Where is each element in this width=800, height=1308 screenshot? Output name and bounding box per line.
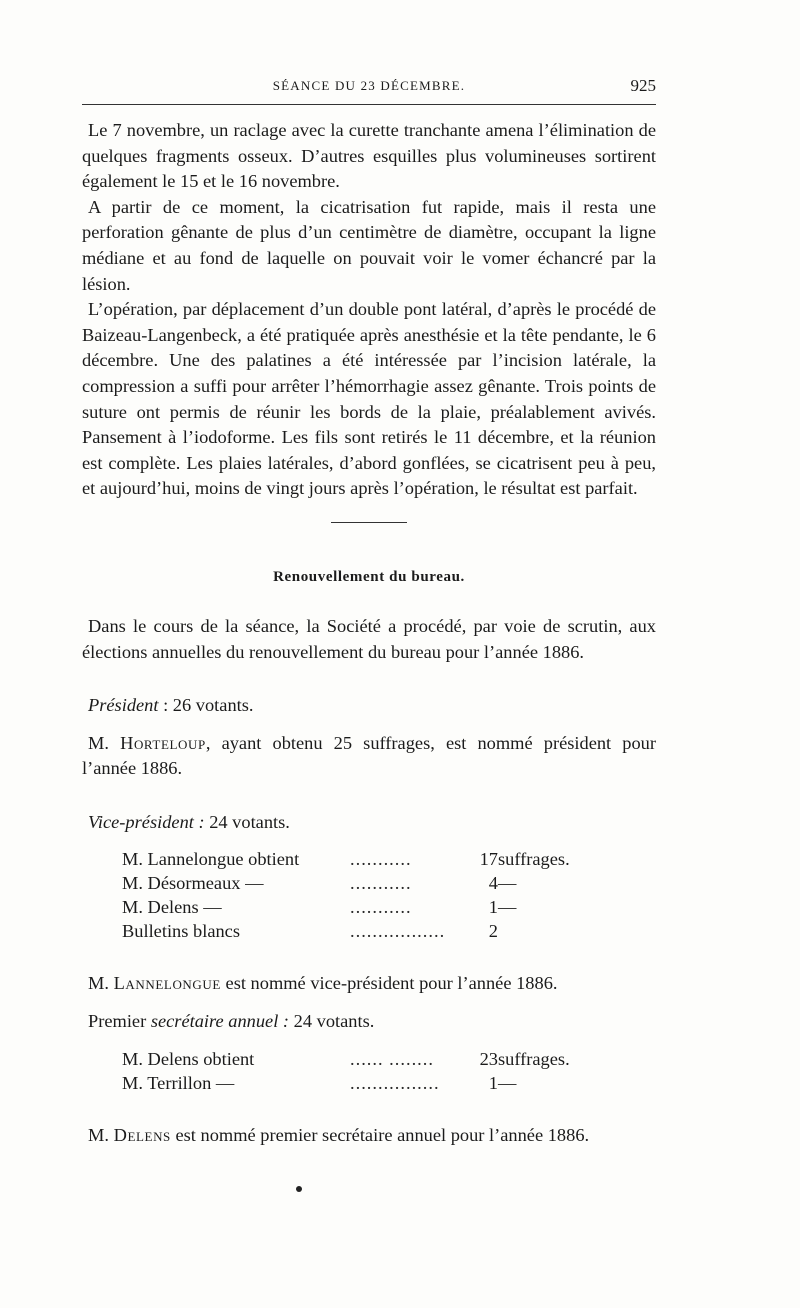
- secretary-result: [82, 1123, 656, 1149]
- vote-candidate: M. Delens —: [122, 897, 222, 918]
- president-result: [82, 731, 656, 782]
- president-votants: : 26 votants.: [158, 695, 254, 716]
- vote-unit: —: [498, 873, 517, 894]
- vote-leader-dots: ................: [350, 1072, 440, 1093]
- page-header: [82, 76, 656, 105]
- vote-row: [122, 1047, 570, 1071]
- vote-count: 17: [479, 849, 498, 870]
- vice-president-votants: 24 votants.: [204, 811, 290, 832]
- vote-candidate: M. Terrillon —: [122, 1072, 235, 1093]
- vote-count: 1: [488, 897, 498, 918]
- paragraph-3: L’opération, par déplacement d’un double pont latéral, d’après le procédé de Baizeau-Langenbeck, a été pratiquée après anesthésie et la tête pendante, le 6 décembre. Une des palatines a été intéressée par l’incision latérale, la compression a suffi pour arrêter l’hémorrhagie assez gênante. Trois points de suture ont permis de réunir les bords de la plaie, préalablement avivés. Pansement à l’iodoforme. Les fils sont retirés le 11 décembre, et la réunion est complète. Les plaies latérales, d’abord gonflées, se cicatrisent peu à peu, et aujourd’hui, moins de vingt jours après l’opération, le résultat est parfait.: [82, 299, 656, 499]
- vote-count: 4: [488, 873, 498, 894]
- vice-president-result: [82, 971, 656, 997]
- page-body: [82, 118, 656, 1148]
- secretary-votants: 24 votants.: [289, 1011, 375, 1032]
- vote-row: [122, 847, 570, 871]
- vote-leader-dots: ...........: [350, 849, 412, 870]
- vote-candidate: M. Lannelongue obtient: [122, 849, 300, 870]
- vote-row: [122, 1071, 570, 1095]
- vote-unit: [498, 919, 570, 943]
- secretary-heading: [82, 1009, 656, 1035]
- vice-president-result-prefix: M.: [88, 973, 114, 994]
- vice-president-result-rest: est nommé vice-président pour l’année 1886.: [220, 973, 558, 994]
- president-result-prefix: M.: [88, 732, 121, 753]
- president-result-rest: , ayant obtenu 25 suffrages, est nommé président pour l’année 1886.: [82, 732, 656, 779]
- section-title: Renouvellement du bureau.: [273, 568, 465, 585]
- vote-unit: —: [498, 897, 517, 918]
- vote-candidate: M. Désormeaux —: [122, 873, 264, 894]
- vote-unit: suffrages.: [498, 1048, 570, 1069]
- vice-president-label: Vice-président :: [88, 811, 205, 832]
- secretary-label: secrétaire annuel :: [150, 1011, 290, 1032]
- secretary-result-prefix: M.: [88, 1124, 114, 1145]
- vote-count: 2: [488, 921, 498, 942]
- vice-president-heading: [82, 810, 656, 836]
- vice-president-votes-table: [122, 847, 570, 943]
- vote-count: 1: [488, 1072, 498, 1093]
- section-intro: Dans le cours de la séance, la Société a procédé, par voie de scrutin, aux élections annuelles du renouvellement du bureau pour l’année 1886.: [82, 615, 656, 662]
- ink-dot: [296, 1186, 302, 1192]
- vote-leader-dots: ...........: [350, 897, 412, 918]
- vote-candidate: Bulletins blancs: [122, 921, 240, 942]
- page-number: 925: [630, 76, 656, 95]
- vote-candidate: M. Delens obtient: [122, 1048, 255, 1069]
- paragraph-2: A partir de ce moment, la cicatrisation fut rapide, mais il resta une perforation gênante de plus d’un centimètre de diamètre, occupant la ligne médiane et au fond de laquelle on pouvait voir le vomer échancré par la lésion.: [82, 196, 656, 294]
- president-result-name: Horteloup: [120, 732, 206, 753]
- running-title: SÉANCE DU 23 DÉCEMBRE.: [272, 78, 466, 93]
- vote-row: [122, 919, 570, 943]
- vote-leader-dots: .................: [350, 921, 446, 942]
- president-label: Président: [88, 695, 159, 716]
- vote-leader-dots: ...... ........: [350, 1048, 434, 1069]
- secretary-result-rest: est nommé premier secrétaire annuel pour l’année 1886.: [170, 1124, 590, 1145]
- secretary-result-name: Delens: [113, 1124, 171, 1145]
- vote-row: [122, 871, 570, 895]
- secretary-votes-table: [122, 1047, 570, 1095]
- vote-unit: —: [498, 1072, 517, 1093]
- president-heading: [82, 693, 656, 719]
- vote-unit: suffrages.: [498, 849, 570, 870]
- section-divider: [331, 522, 407, 523]
- vote-count: 23: [479, 1048, 498, 1069]
- secretary-prefix: Premier: [88, 1011, 151, 1032]
- vote-leader-dots: ...........: [350, 873, 412, 894]
- paragraph-1: Le 7 novembre, un raclage avec la curette tranchante amena l’élimination de quelques fragments osseux. D’autres esquilles plus volumineuses sortirent également le 15 et le 16 novembre.: [82, 120, 656, 192]
- vice-president-result-name: Lannelongue: [113, 973, 221, 994]
- vote-row: [122, 895, 570, 919]
